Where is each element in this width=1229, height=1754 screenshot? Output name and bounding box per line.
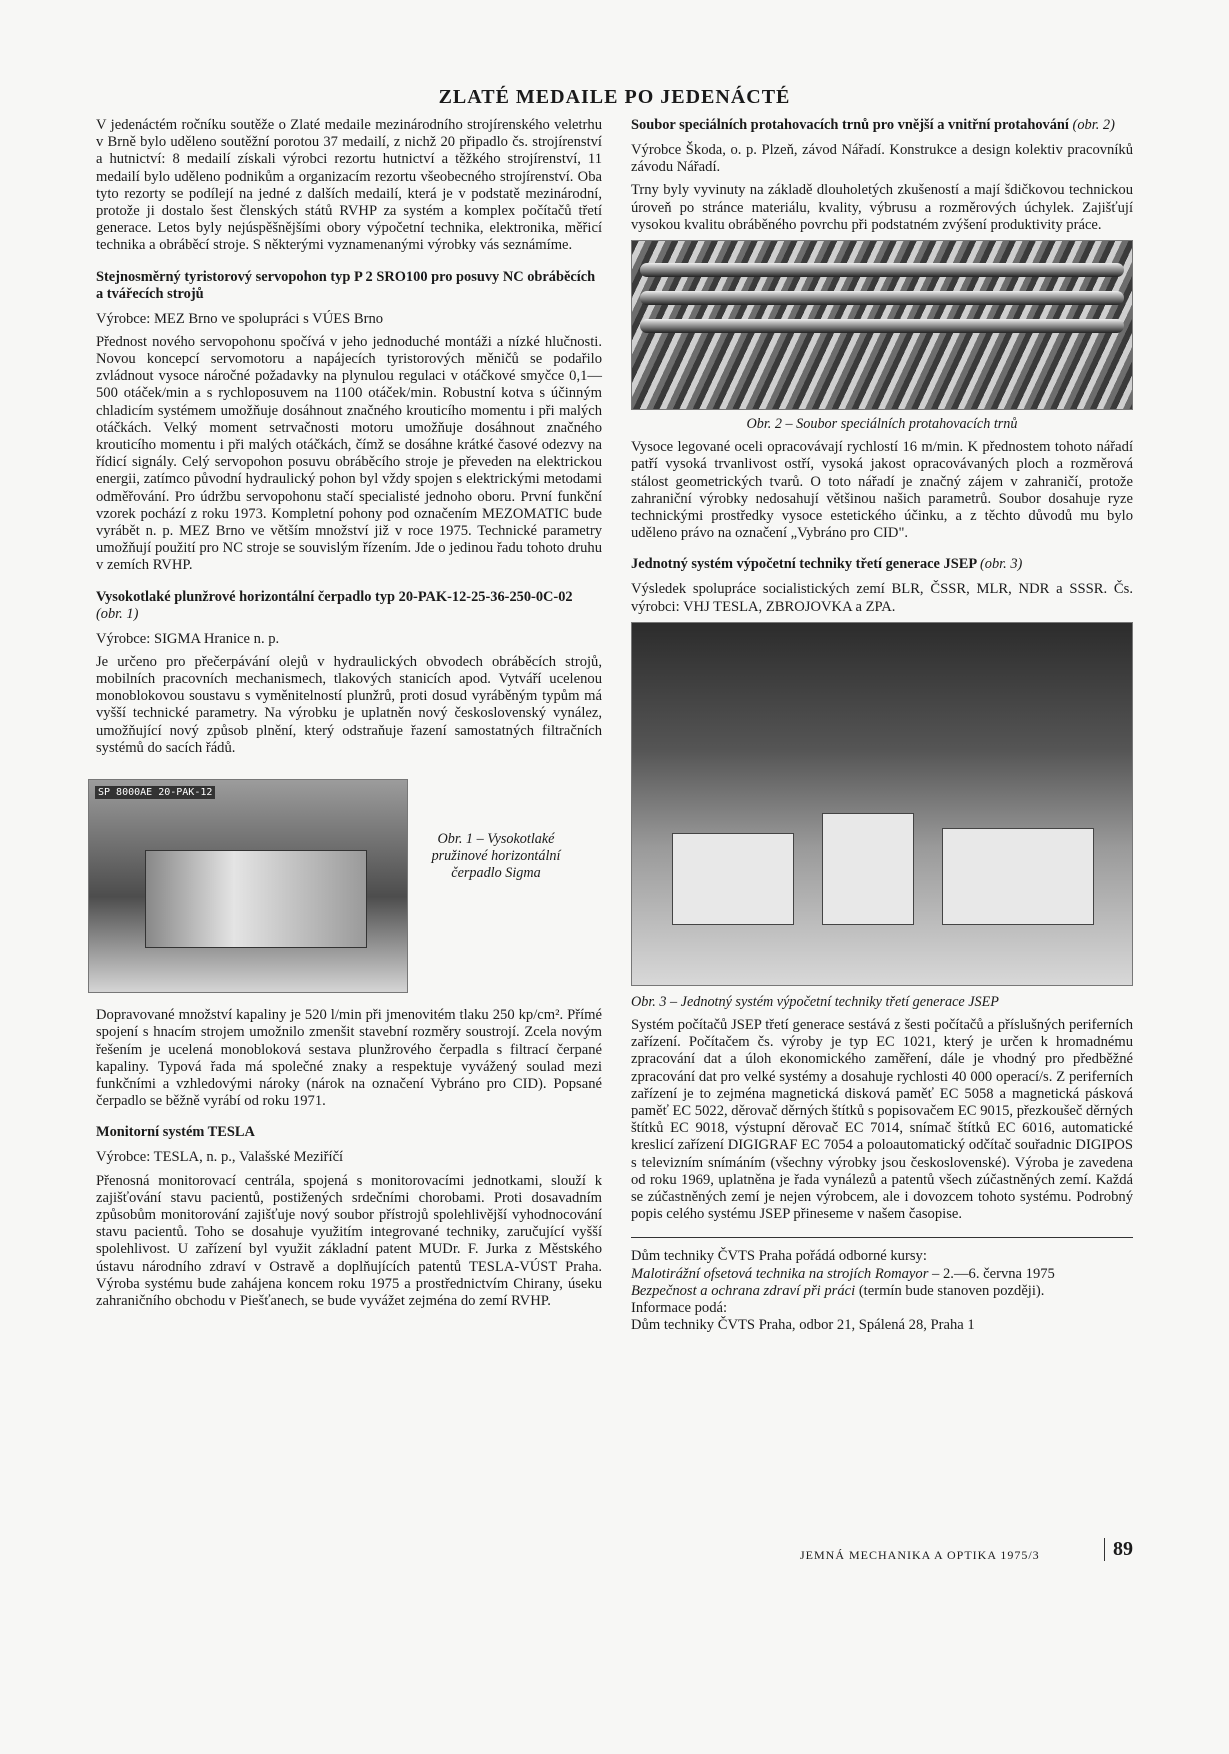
console-shape bbox=[672, 833, 794, 925]
broaching-tools-photo bbox=[631, 240, 1133, 410]
manufacturer-line: Výrobce: MEZ Brno ve spolupráci s VÚES Brno bbox=[96, 310, 384, 327]
section-heading-servopohon: Stejnosměrný tyristorový servopohon typ P 2 SRO100 pro posuvy NC obráběcích a tvářecích strojů bbox=[96, 268, 596, 302]
manufacturer-line: Výsledek spolupráce socialistických zemí BLR, ČSSR, MLR, NDR a SSSR. Čs. výrobci: VHJ TESLA, ZBROJOVKA a ZPA. bbox=[631, 581, 1133, 615]
heading-text: Jednotný systém výpočetní techniky třetí generace JSEP bbox=[631, 556, 977, 573]
page-number: 89 bbox=[1104, 1538, 1133, 1561]
terminal-shape bbox=[942, 828, 1094, 925]
notice-course bbox=[631, 1266, 1133, 1283]
heading-text: Soubor speciálních protahovacích trnů pro vnější a vnitřní protahování bbox=[631, 117, 1069, 133]
figure-reference: (obr. 1) bbox=[96, 605, 139, 622]
notice-line: Informace podá: bbox=[631, 1300, 728, 1317]
course-title: Bezpečnost a ochrana zdraví při práci bbox=[631, 1282, 856, 1299]
course-date: (termín bude stanoven později). bbox=[858, 1282, 1045, 1299]
notice-line: Dům techniky ČVTS Praha, odbor 21, Spálená 28, Praha 1 bbox=[631, 1317, 975, 1334]
tool-rod-shape bbox=[640, 319, 1124, 333]
manufacturer-line: Výrobce: SIGMA Hranice n. p. bbox=[96, 630, 280, 647]
computer-hall-photo bbox=[631, 622, 1133, 986]
body-paragraph: Je určeno pro přečerpávání olejů v hydraulických obvodech obráběcích strojů, mobilních pracovních mechanismech, tlakových stanicích apod. Vytváří ucelenou monoblokovou soustavu s vyměnitelností plunžrů, proti dosud vyráběným typům má vyšší technické parametry. Na výrobku je uplatněn nový československý vynález, umožňující nový způsob plnění, který odstraňuje řazení samostatných filtračních systémů do sacích řádů. bbox=[96, 653, 602, 756]
manufacturer-line: Výrobce: TESLA, n. p., Valašské Meziříčí bbox=[96, 1149, 344, 1166]
manufacturer-line: Výrobce Škoda, o. p. Plzeň, závod Nářadí. Konstrukce a design kolektiv pracovníků závodu Nářadí. bbox=[631, 142, 1133, 176]
figure-3-caption: Obr. 3 – Jednotný systém výpočetní techniky třetí generace JSEP bbox=[631, 993, 999, 1010]
figure-reference: (obr. 2) bbox=[1072, 117, 1115, 133]
intro-paragraph: V jedenáctém ročníku soutěže o Zlaté medaile mezinárodního strojírenského veletrhu v Brně bylo uděleno soutěžní porotou 37 medailí, z nichž 20 připadlo čs. strojírenství a hutnictví: 8 medailí získali výrobci rezortu hutnictví a těžkého strojírenství, 11 medailí bylo uděleno podnikům a organizacím rezortu všeobecného strojírenství. Oba tyto rezorty se podílejí na jedné z dalších medailí, která je v podstatě mezinárodní, protože ji dostalo šest členských států RVHP za systém a komplex počítačů třetí generace. Letos byly nejúspěšnějšími obory výpočetní technika, elektronika, měřicí technika a obráběcí stroje. S některými vyznamenanými výrobky vás seznámíme. bbox=[96, 117, 602, 254]
pump-body-shape bbox=[145, 850, 367, 948]
course-date: – 2.—6. června 1975 bbox=[932, 1265, 1055, 1282]
pump-label: SP 8000AE 20-PAK-12 bbox=[95, 786, 215, 799]
notice-line: Dům techniky ČVTS Praha pořádá odborné kursy: bbox=[631, 1248, 927, 1265]
section-heading-trny bbox=[631, 117, 1133, 134]
notice-course bbox=[631, 1283, 1133, 1300]
body-paragraph: Systém počítačů JSEP třetí generace sestává z šesti počítačů a příslušných periferních zařízení. Počítačem čs. výroby je typ EC 1021, který je určen k hromadnému zpracování dat a úloh ekonomického zaměření, dále je vhodný pro předběžné zpracování dat pro velké systémy a dosahuje rychlosti 40 000 operací/s. Z periferních zařízení je to zejména magnetická disková paměť EC 5058 a magnetická pásková paměť EC 5022, děrovač děrných štítků s popisovačem EC 9015, přezkoušeč děrných štítků EC 9018, výstupní děrovač EC 7014, snímač štítků EC 6016, automatické kreslicí zařízení DIGIGRAF EC 7054 a poloautomatický odčítač souřadnic DIGIPOS s televizním snímáním (všechny výrobky jsou československé). Výroba je zavedena od roku 1969, uplatněna je řada vynálezů a patentů všech zúčastněných zemí. Každá se zúčastněných zemí je nejen výrobcem, ale i dovozcem tohoto systému. Podrobný popis celého systému JSEP přineseme v našem časopise. bbox=[631, 1017, 1133, 1223]
pump-photo bbox=[88, 779, 408, 993]
page-title: ZLATÉ MEDAILE PO JEDENÁCTÉ bbox=[438, 86, 791, 108]
body-paragraph: Vysoce legované oceli opracovávají rychlostí 16 m/min. K přednostem tohoto nářadí patří vysoká trvanlivost ostří, vysoká jakost opracovávaných ploch a rozměrová stálost geometrických tvarů. O toto nářadí je značný zájem v zahraničí, protože zahraniční výrobky nedosahují většinou našich parametrů. Soubor dosahuje ryze technickými prostředky vysoce estetického účinku, a z těchto důvodů mu bylo uděleno právo na označení „Vybráno pro CID". bbox=[631, 439, 1133, 542]
course-title: Malotirážní ofsetová technika na strojích Romayor bbox=[631, 1265, 929, 1282]
figure-1 bbox=[96, 779, 602, 997]
body-paragraph: Dopravované množství kapaliny je 520 l/min při jmenovitém tlaku 250 kp/cm². Přímé spojení s hnacím strojem umožnilo zmenšit stavební rozměry soustrojí. Zcela novým řešením je ucelená monobloková sestava plunžrového čerpadla s filtrací čerpané kapaliny. Typová řada má společné znaky a respektuje vyvážený soulad mezi funkčními a vzhledovými nároky (nárok na označení Vybráno pro CID). Popsané čerpadlo se běžně vyrábí od roku 1971. bbox=[96, 1007, 602, 1110]
figure-2-caption: Obr. 2 – Soubor speciálních protahovacích trnů bbox=[746, 416, 1018, 433]
journal-footer: JEMNÁ MECHANIKA A OPTIKA 1975/3 bbox=[800, 1548, 1040, 1562]
section-heading-jsep bbox=[631, 556, 1133, 573]
body-paragraph: Přednost nového servopohonu spočívá v jeho jednoduché montáži a nízké hlučnosti. Novou koncepcí servomotoru a napájecích tyristorových měničů se podařilo zvládnout vysoce náročné požadavky na plynulou regulaci v otáčkové smyčce 0,1—500 otáček/min a s rychloposuvem na 1100 otáček/min. Robustní kotva s účinným chladicím systémem umožňuje dosáhnout značného krouticího momentu i při malých otáčkách. Velký moment setrvačnosti motoru umožňuje dosáhnout značného krouticího momentu i při malých otáčkách, čímž se dosáhne krátké časové odezvy na řídicí signály. Celý servopohon posuvu obráběcího stroje je převeden na elektrickou energii, zatímco původní hydraulický pohon byl vždy spojen s elektrickými metodami odměřování. Pro údržbu servopohonu stačí specialisté jednoho oboru. První funkční vzorek pochází z roku 1973. Kompletní pohony pod označením MEZOMATIC bude vyrábět n. p. MEZ Brno ve větším množství již v roce 1975. Technické parametry umožňují použití pro NC stroje se souvislým řízením. Jde o jedinou řadu tohoto druhu v zemích RVHP. bbox=[96, 333, 602, 574]
tool-rod-shape bbox=[640, 291, 1124, 305]
cabinet-shape bbox=[822, 813, 914, 925]
heading-text: Vysokotlaké plunžrové horizontální čerpadlo typ 20-PAK-12-25-36-250-0C-02 bbox=[96, 588, 573, 605]
left-column bbox=[96, 117, 602, 1316]
body-paragraph: Přenosná monitorovací centrála, spojená s monitorovacími jednotkami, slouží k zajišťování stavu pacientů, postižených srdečními chorobami. Proti dosavadním způsobům monitorování zajišťuje nový soubor přístrojů spolehlivější vyhodnocování stavu pacientů. Toho se dosahuje využitím integrované techniky, zaručující vyšší spolehlivost. U zařízení byl využit základní patent MUDr. F. Jurka z Městského ústavu národního zdraví v Ostravě a doplňujících patentů TESLA-VÚST Praha. Výroba systému bude zahájena koncem roku 1975 a prostřednictvím Chirany, úseku zahraničního obchodu v Piešťanech, se bude vyvážet zejména do zemí RVHP. bbox=[96, 1172, 602, 1309]
figure-1-caption: Obr. 1 – Vysokotlaké pružinové horizontální čerpadlo Sigma bbox=[431, 831, 561, 882]
divider bbox=[631, 1237, 1133, 1238]
figure-reference: (obr. 3) bbox=[979, 556, 1023, 573]
right-column bbox=[631, 117, 1133, 1335]
section-heading-monitorni: Monitorní systém TESLA bbox=[96, 1124, 255, 1141]
body-paragraph: Trny byly vyvinuty na základě dlouholetých zkušeností a mají šdičkovou technickou úroveň po stránce materiálu, kvality, výbrusu a rozměrových úchylek. Zajišťují vysokou kvalitu obráběného povrchu při podstatném zvýšení produktivity práce. bbox=[631, 182, 1133, 233]
section-heading-cerpadlo bbox=[96, 589, 602, 623]
tool-rod-shape bbox=[640, 263, 1124, 277]
